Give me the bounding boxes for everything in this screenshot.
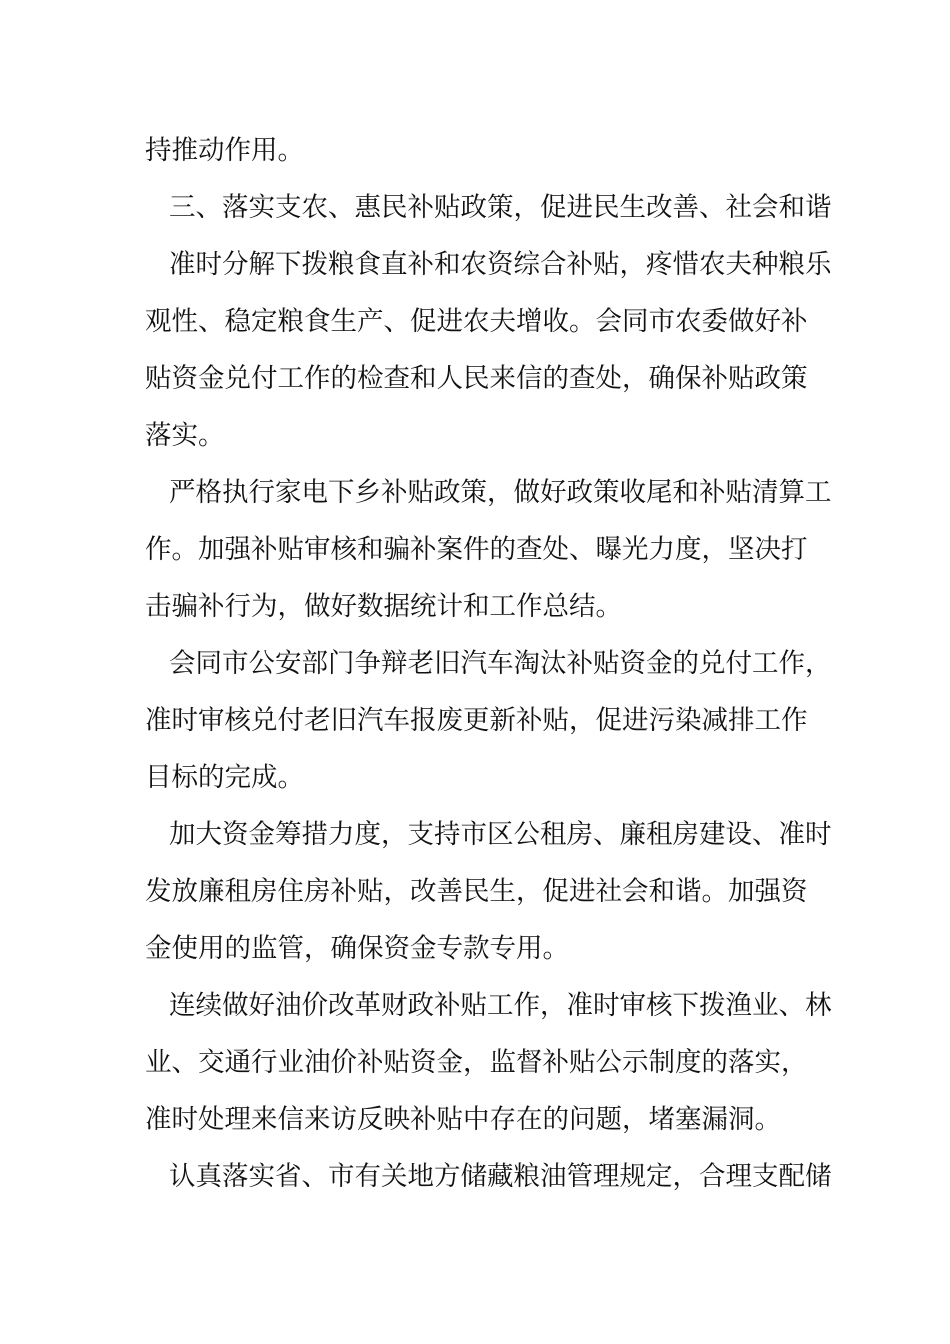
text-line: 发放廉租房住房补贴，改善民生，促进社会和谐。加强资 (145, 876, 808, 907)
text-line: 准时处理来信来访反映补贴中存在的问题，堵塞漏洞。 (145, 1104, 781, 1135)
paragraph (145, 1148, 832, 1205)
paragraph (145, 179, 832, 236)
paragraph (145, 236, 832, 464)
text-line: 三、落实支农、惠民补贴政策，促进民生改善、社会和谐 (169, 192, 832, 223)
text-line: 加大资金筹措力度，支持市区公租房、廉租房建设、准时 (169, 819, 832, 850)
document-body (145, 122, 832, 1205)
text-line: 严格执行家电下乡补贴政策，做好政策收尾和补贴清算工 (169, 477, 832, 508)
text-line: 认真落实省、市有关地方储藏粮油管理规定，合理支配储 (169, 1161, 832, 1192)
text-line: 击骗补行为，做好数据统计和工作总结。 (145, 591, 622, 622)
paragraph (145, 977, 832, 1148)
text-line: 金使用的监管，确保资金专款专用。 (145, 933, 569, 964)
text-line: 目标的完成。 (145, 762, 304, 793)
text-line: 持推动作用。 (145, 135, 304, 166)
text-line: 作。加强补贴审核和骗补案件的查处、曝光力度，坚决打 (145, 534, 808, 565)
text-line: 贴资金兑付工作的检查和人民来信的查处，确保补贴政策 (145, 363, 808, 394)
paragraph (145, 635, 832, 806)
text-line: 连续做好油价改革财政补贴工作，准时审核下拨渔业、林 (169, 990, 832, 1021)
paragraph (145, 122, 825, 179)
text-line: 准时审核兑付老旧汽车报废更新补贴，促进污染减排工作 (145, 705, 808, 736)
paragraph (145, 806, 832, 977)
text-line: 会同市公安部门争辩老旧汽车淘汰补贴资金的兑付工作， (169, 648, 832, 679)
text-line: 落实。 (145, 420, 225, 451)
text-line: 观性、稳定粮食生产、促进农夫增收。会同市农委做好补 (145, 306, 808, 337)
paragraph (145, 464, 832, 635)
text-line: 准时分解下拨粮食直补和农资综合补贴，疼惜农夫种粮乐 (169, 249, 832, 280)
text-line: 业、交通行业油价补贴资金，监督补贴公示制度的落实， (145, 1047, 808, 1078)
